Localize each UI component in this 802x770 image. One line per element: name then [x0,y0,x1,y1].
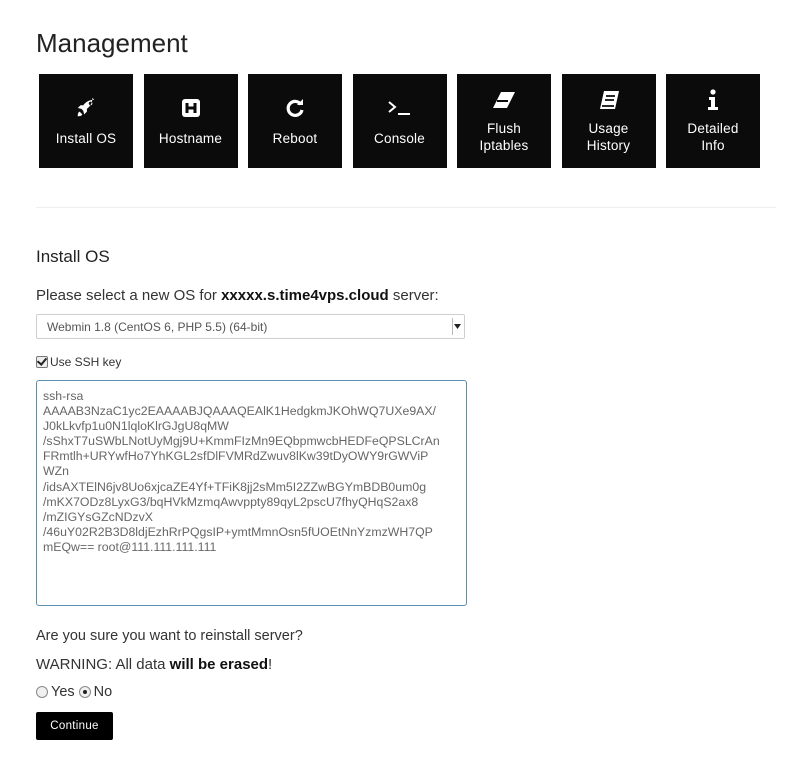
usage-history-button[interactable] [562,74,656,168]
section-title: Install OS [36,247,110,266]
rocket-icon [75,96,97,120]
h-square-icon [181,96,201,120]
install-os-button[interactable] [39,74,133,168]
use-ssh-key-label: Use SSH key [50,355,122,369]
data-erase-warning: WARNING: All data will be erased! [36,656,273,673]
tile-label: Reboot [272,130,318,146]
hostname-button[interactable] [144,74,238,168]
divider [36,207,776,208]
os-select[interactable] [36,314,465,339]
radio-no[interactable]: No [79,684,113,700]
ssh-key-textarea[interactable]: ssh-rsa AAAAB3NzaC1yc2EAAAABJQAAAQEAlK1HedgkmJKOhWQ7UXe9AX/ J0kLkvfp1u0N1lqloKlrGJgU8qMW /sShxT7uSWbLNotUyMgj9U+KmmFIzMn9EQbpmwcbHEDFeQPSLCrAn FRmtlh+URYwfHo7YhKGL2sfDlFVMRdZwuv8lKw39tDyOWY9rGWViP WZn /idsAXTElN6jv8Uo6xjcaZE4Yf+TFiK8jj2sMm5I2ZZwBGYmBDB0um0g /mKX7ODz8LyxG3/bqHVkMzmqAwvppty89qyL2pscU7fhyQHqS2ax8 /mZIGYsGZcNDzvX /46uY02R2B3D8ldjEzhRrPQgsIP+ymtMmnOsn5fUOEtNnYzmzWH7QP mEQw== root@111.111.111.111 [36,380,467,606]
radio-yes[interactable]: Yes [36,684,75,700]
terminal-icon [387,96,413,120]
chevron-down-icon [452,318,462,335]
os-select-prompt: Please select a new OS for xxxxx.s.time4vps.cloud server: [36,287,439,304]
tile-label: Install OS [55,130,117,146]
refresh-icon [285,96,305,120]
detailed-info-button[interactable] [666,74,760,168]
continue-button[interactable]: Continue [36,712,113,740]
tile-label: Usage History [586,121,631,153]
flush-iptables-button[interactable] [457,74,551,168]
tile-label: Flush Iptables [479,121,529,153]
os-select-value: Webmin 1.8 (CentOS 6, PHP 5.5) (64-bit) [47,320,268,334]
tile-label: Console [374,130,425,146]
reinstall-confirm-question: Are you sure you want to reinstall server? [36,628,303,644]
checkbox-checked-icon[interactable] [36,356,48,368]
confirm-radio-group [36,684,116,700]
reboot-button[interactable] [248,74,342,168]
tile-label: Hostname [158,130,223,146]
console-button[interactable] [353,74,447,168]
info-icon [707,88,719,112]
management-tiles [39,74,771,168]
server-name: xxxxx.s.time4vps.cloud [221,287,389,304]
radio-unselected-icon[interactable] [36,686,48,698]
book-icon [598,88,620,112]
radio-selected-icon[interactable] [79,686,91,698]
use-ssh-key-checkbox[interactable] [36,355,121,369]
tile-label: Detailed Info [687,121,739,153]
page-title: Management [36,28,188,58]
eraser-icon [492,88,516,112]
